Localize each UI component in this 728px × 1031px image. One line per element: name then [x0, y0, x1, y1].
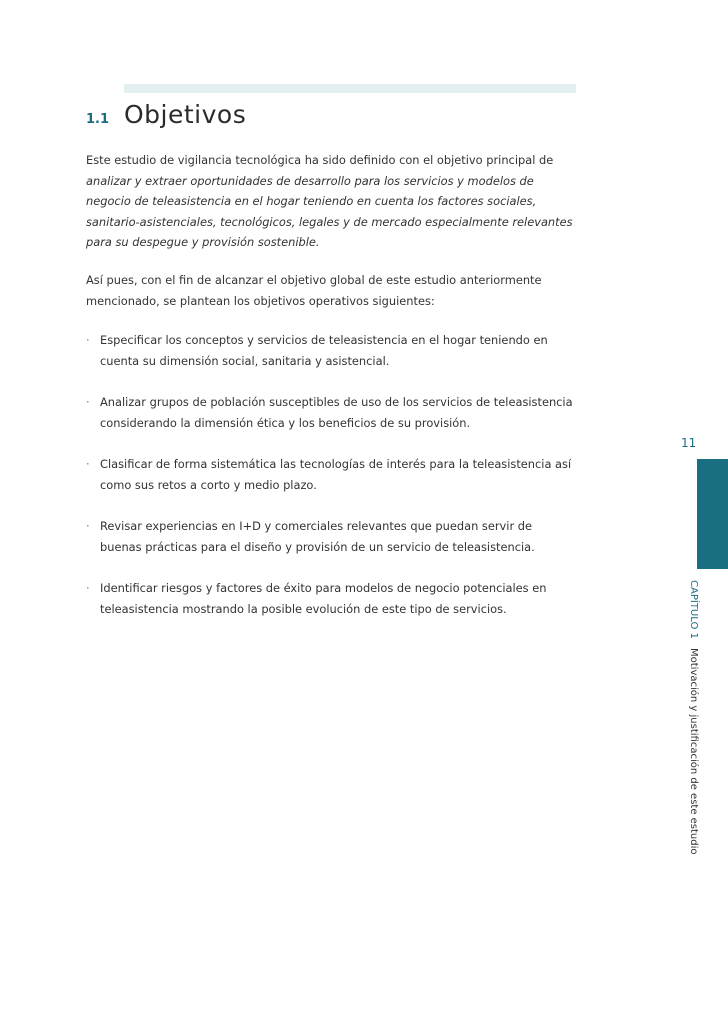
- objectives-list: [86, 330, 576, 640]
- intro-text: Este estudio de vigilancia tecnológica ha sido definido con el objetivo principal de: [86, 153, 554, 167]
- header-rule: [124, 84, 576, 93]
- objective-text: Revisar experiencias en I+D y comerciales relevantes que puedan servir de buenas prácticas para el diseño y provisión de un servicio de teleasistencia.: [100, 519, 535, 554]
- chapter-title: Motivación y justificación de este estudio: [688, 648, 699, 855]
- page-number: 11: [681, 436, 697, 450]
- objective-text: Analizar grupos de población susceptibles de uso de los servicios de teleasistencia considerando la dimensión ética y los beneficios de su provisión.: [100, 395, 573, 430]
- bullet-marker: ·: [86, 581, 90, 595]
- bullet-marker: ·: [86, 519, 90, 533]
- chapter-label: CAPÍTULO 1: [688, 580, 699, 639]
- section-title: Objetivos: [124, 100, 247, 129]
- objective-text: Especificar los conceptos y servicios de teleasistencia en el hogar teniendo en cuenta su dimensión social, sanitaria y asistencial.: [100, 333, 548, 368]
- list-item: [86, 516, 576, 557]
- intro-paragraph: [86, 150, 576, 253]
- list-item: [86, 392, 576, 433]
- objective-text: Clasificar de forma sistemática las tecnologías de interés para la teleasistencia así como sus retos a corto y medio plazo.: [100, 457, 572, 492]
- section-number: 1.1: [86, 112, 110, 127]
- list-item: [86, 454, 576, 495]
- intro-emphasis: analizar y extraer oportunidades de desarrollo para los servicios y modelos de negocio de teleasistencia en el hogar teniendo en cuenta los factores sociales, sanitario-asistenciales, tecnológicos, legales y de mercado especialmente relevantes para su despegue y provisión sostenible.: [86, 173, 573, 249]
- bullet-marker: ·: [86, 333, 90, 347]
- chapter-tab: [697, 459, 728, 569]
- list-item: [86, 330, 576, 371]
- objective-text: Identificar riesgos y factores de éxito para modelos de negocio potenciales en teleasistencia mostrando la posible evolución de este tipo de servicios.: [100, 581, 547, 616]
- running-head: [686, 580, 700, 855]
- objectives-lead-paragraph: Así pues, con el fin de alcanzar el objetivo global de este estudio anteriormente mencionado, se plantean los objetivos operativos siguientes:: [86, 273, 542, 308]
- bullet-marker: ·: [86, 395, 90, 409]
- bullet-marker: ·: [86, 457, 90, 471]
- list-item: [86, 578, 576, 619]
- section-heading: [86, 100, 246, 134]
